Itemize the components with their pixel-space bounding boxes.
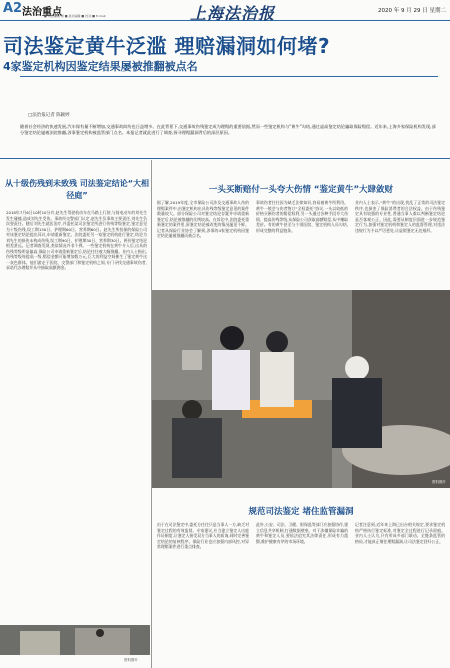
mid-column-2: 事故伤者往往因为缺乏法律知识,容易被黄牛所利用。黄牛一般会与伤者签订“全权委托”协议,一头以较低的价格买断伤者的赔偿权利,另一头通过各种手段夸大伤情、提高伤残等级,从保险公司获取高额赔偿,从中赚取差价。有的黄牛甚至与个别医院、鉴定机构人员勾结,形成完整的利益链条。 [256, 200, 348, 233]
mid-column-3: 业内人士表示,“黄牛”的出现,扰乱了正常的司法鉴定秩序,也损害了保险消费者的合法权益。由于伤残鉴定具有较强的专业性,普通当事人难以判断鉴定结论是否客观公正。因此,需要从制度层面进一步规范鉴定行为,加强对鉴定机构和鉴定人的监督管理,对违法违规行为予以严厉惩处,让虚假鉴定无处遁形。 [355, 200, 445, 233]
divider [0, 158, 450, 159]
left-photo-caption: 资料图片 [124, 658, 138, 662]
left-column-heading: 从十级伤残到未致残 司法鉴定结论“大相径庭” [4, 179, 150, 200]
page-header [0, 0, 450, 21]
left-photo [0, 625, 150, 655]
bottom-column-2: 此外,公安、司法、卫健、银保监等部门应加强协作,建立信息共享机制,打通数据壁垒。对于涉嫌保险诈骗的黄牛和鉴定人员,要依法追究其法律责任,形成有力震慑,维护健康有序的市场环境。 [256, 522, 348, 544]
editor-info: ■ 责任编辑 周 ■ 美术编辑 ■ 校对 ■ E-mail: [44, 14, 107, 18]
section-title: 法治重点 [22, 7, 62, 18]
photo-caption: 资料图片 [432, 480, 446, 484]
mid-column-1: 据了解,2019年度,全市保险公司涉及交通事故人伤的理赔案件中,由鉴定机构出具伤残等级鉴定意见的案件数量较大。部分保险公司对鉴定结论存疑并申请重新鉴定后,结论被推翻的比例较高。在诉讼中,法院委托重新鉴定的案件里,原鉴定结论被改变的情况屡见不鲜。记者从保险行业协会了解到,涉事的4家鉴定机构因鉴定结论屡被推翻而被点名。 [157, 200, 249, 238]
subheadline: 4家鉴定机构因鉴定结果屡被推翻被点名 [3, 60, 198, 73]
bottom-column-1: 由于在司法鉴定中,委托方往往只是当事人一方,缺乏对鉴定过程的有效监督。专家建议,应当建立鉴定人出庭作证制度,让鉴定人接受双方当事人的质询,同时完善鉴定结论的复核程序。保险行业也应加强内部风控,对异常理赔案件进行重点排查。 [157, 522, 249, 549]
divider [20, 76, 438, 77]
left-column-body: 2018年7月6日10时10分许,赵先生驾驶机动车在马路上行驶,与骑电动车的刘先生发生碰撞,造成刘先生受伤。事故经交警部门认定,赵先生负事故主要责任,刘先生负次要责任。随后刘先生就医治疗,并委托某司法鉴定所进行伤残等级鉴定,鉴定意见为十级伤残,误工期150日、护理期60日、营养期60日。赵先生所投保的保险公司对该鉴定结论提出异议,申请重新鉴定。法院委托另一家鉴定机构进行鉴定,结论为刘先生的损伤未构成伤残,误工期90日、护理期30日、营养期30日。两份鉴定结论相差甚远。记者调查发现,类似情况并非个例。一些鉴定机构在黄牛介入后,出具的伤残等级明显偏高,保险公司申请重新鉴定后,结论往往被大幅推翻。业内人士指出,伤残等级每提高一级,赔偿金额可能增加数万元,巨大的利益空间催生了鉴定黄牛这一灰色群体。他们游走于医院、交警部门和鉴定机构之间,专门寻找交通事故伤者,承诺代办理赔并从中抽取高额佣金。 [6, 210, 147, 270]
issue-date: 2020 年 9 月 29 日 星期二 [378, 8, 446, 14]
mid-section-heading: 一头买断赔付一头夸大伤情 “鉴定黄牛”大肆敛财 [208, 185, 394, 195]
bottom-column-3: 记者注意到,近年来上海已出台相关规定,要求鉴定机构严格执行鉴定标准,对鉴定全过程进行记录留痕。业内人士认为,只有形成多部门联动、全链条监管的格局,才能真正堵住理赔漏洞,让司法鉴定回归公正。 [355, 522, 445, 544]
lead-paragraph: 随着社会经济的快速发展,汽车保有量不断增加,交通事故纠纷也日益增多。在此背景下,交通事故伤残鉴定成为理赔的重要依据,然而一些鉴定机构与“黄牛”勾结,通过虚高鉴定结论骗取保险赔偿。近年来,上海多家保险机构发现,部分鉴定结论屡被法院推翻,涉事鉴定机构被监管部门点名。本报记者就此进行了调查,探寻理赔漏洞背后的深层原因。 [20, 124, 436, 135]
page-number: A2 [3, 1, 23, 16]
accident-scene-photo [152, 290, 450, 488]
byline: □法治报记者 陈颖婷 [28, 113, 70, 118]
masthead-logo: 上海法治报 [190, 4, 276, 23]
headline: 司法鉴定黄牛泛滥 理赔漏洞如何堵? [3, 34, 331, 58]
bottom-section-heading: 规范司法鉴定 堵住监管漏洞 [248, 507, 354, 517]
